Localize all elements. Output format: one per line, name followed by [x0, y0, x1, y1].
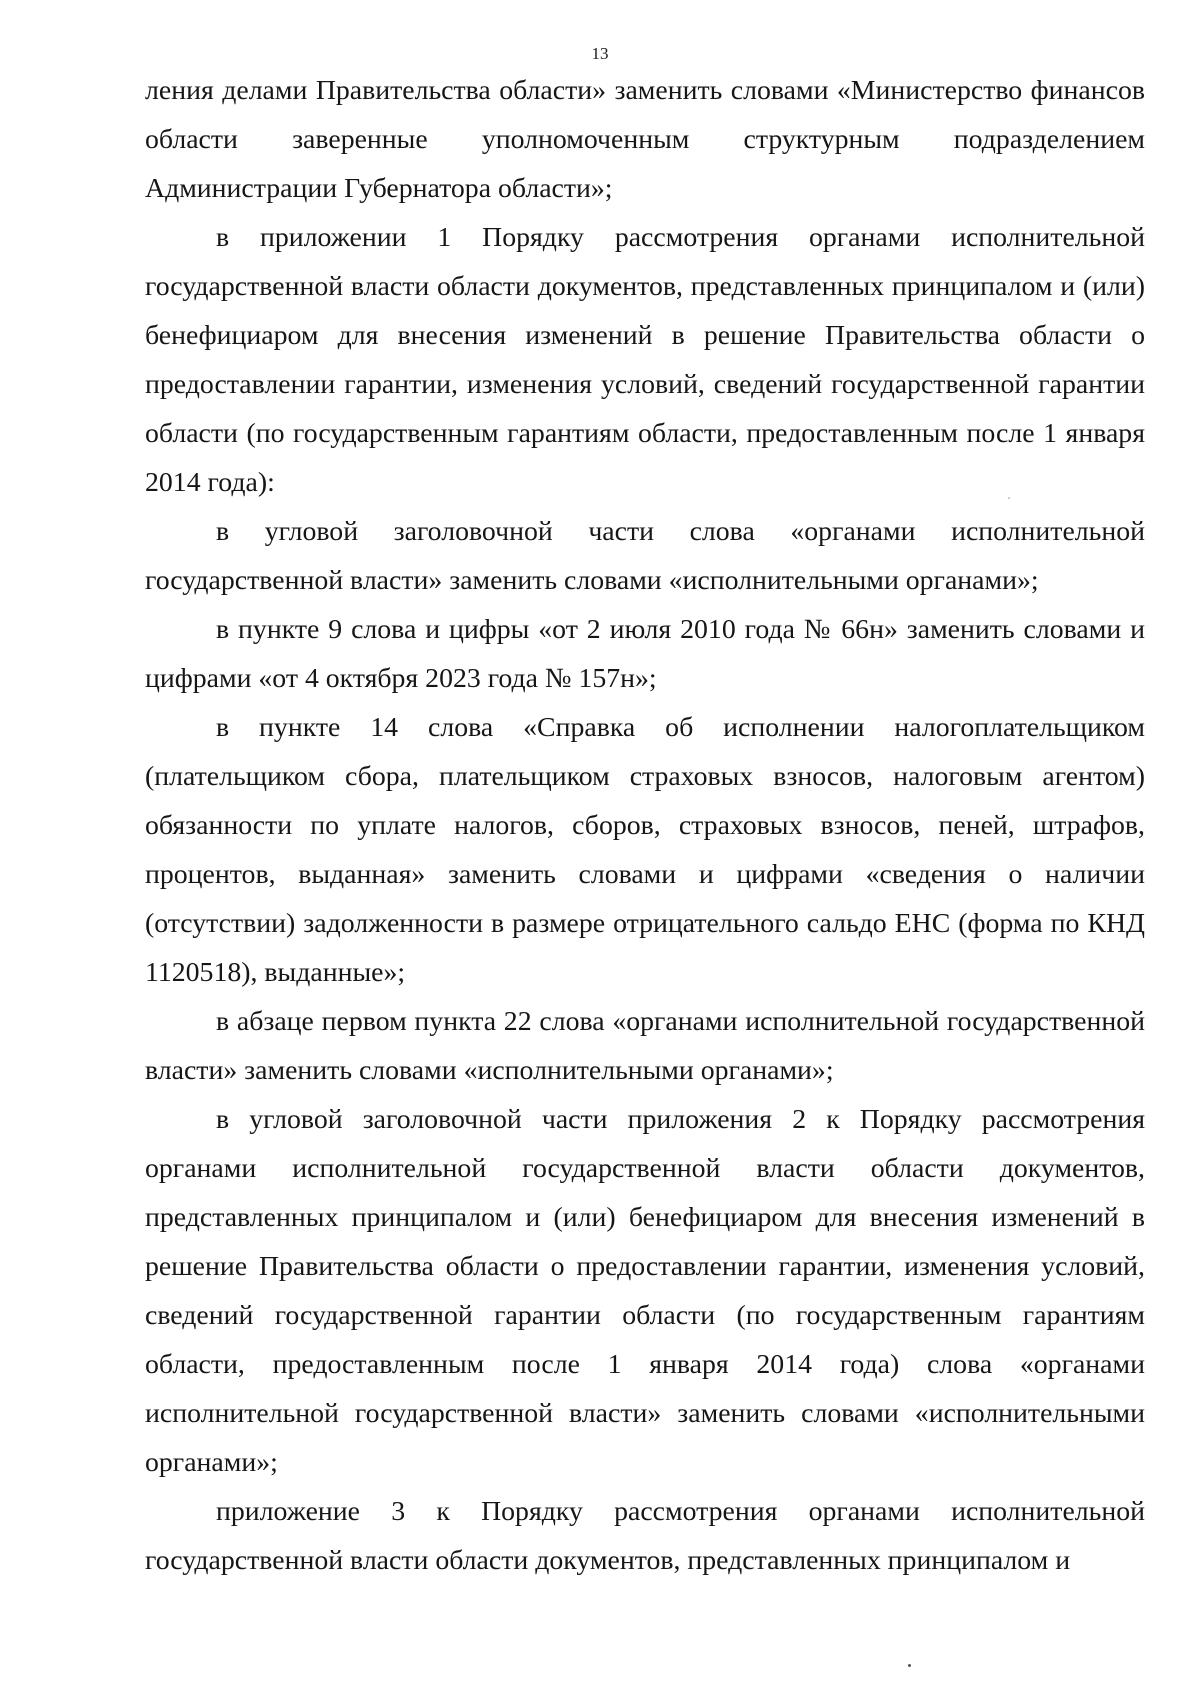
document-body: [145, 66, 1145, 1585]
page-number: 13: [591, 44, 609, 63]
paragraph-item-14: в пункте 14 слова «Справка об исполнении налогоплательщиком (плательщиком сбора, плательщиком страховых взносов, налоговым агентом) обязанности по уплате налогов, сборов, страховых взносов, пеней, штрафов, процентов, выданная» заменить словами и цифрами «сведения о наличии (отсутствии) задолженности в размере отрицательного сальдо ЕНС (форма по КНД 1120518), выданные»;: [145, 712, 1145, 988]
scan-speck: [908, 1664, 911, 1667]
paragraph-appendix-2: в угловой заголовочной части приложения 2 к Порядку рассмотрения органами исполнительной государственной власти области документов, представленных принципалом и (или) бенефициаром для внесения изменений в решение Правительства области о предоставлении гарантии, изменения условий, сведений государственной гарантии области (по государственным гарантиям области, предоставленным после 1 января 2014 года) слова «органами исполнительной государственной власти» заменить словами «исполнительными органами»;: [145, 1104, 1145, 1478]
paragraph-appendix-3: приложение 3 к Порядку рассмотрения органами исполнительной государственной власти области документов, представленных принципалом и: [145, 1496, 1145, 1576]
paragraph-corner-header: в угловой заголовочной части слова «органами исполнительной государственной власти» заменить словами «исполнительными органами»;: [145, 516, 1145, 596]
paragraph-item-22: в абзаце первом пункта 22 слова «органами исполнительной государственной власти» заменить словами «исполнительными органами»;: [145, 1006, 1145, 1086]
scan-speck: [1008, 497, 1010, 499]
paragraph-item-9: в пункте 9 слова и цифры «от 2 июля 2010 года № 66н» заменить словами и цифрами «от 4 октября 2023 года № 157н»;: [145, 614, 1145, 694]
paragraph-appendix-1: в приложении 1 Порядку рассмотрения органами исполнительной государственной власти области документов, представленных принципалом и (или) бенефициаром для внесения изменений в решение Правительства области о предоставлении гарантии, изменения условий, сведений государственной гарантии области (по государственным гарантиям области, предоставленным после 1 января 2014 года):: [145, 222, 1145, 498]
paragraph-continuation: ления делами Правительства области» заменить словами «Министерство финансов области заверенные уполномоченным структурным подразделением Администрации Губернатора области»;: [145, 75, 1145, 204]
